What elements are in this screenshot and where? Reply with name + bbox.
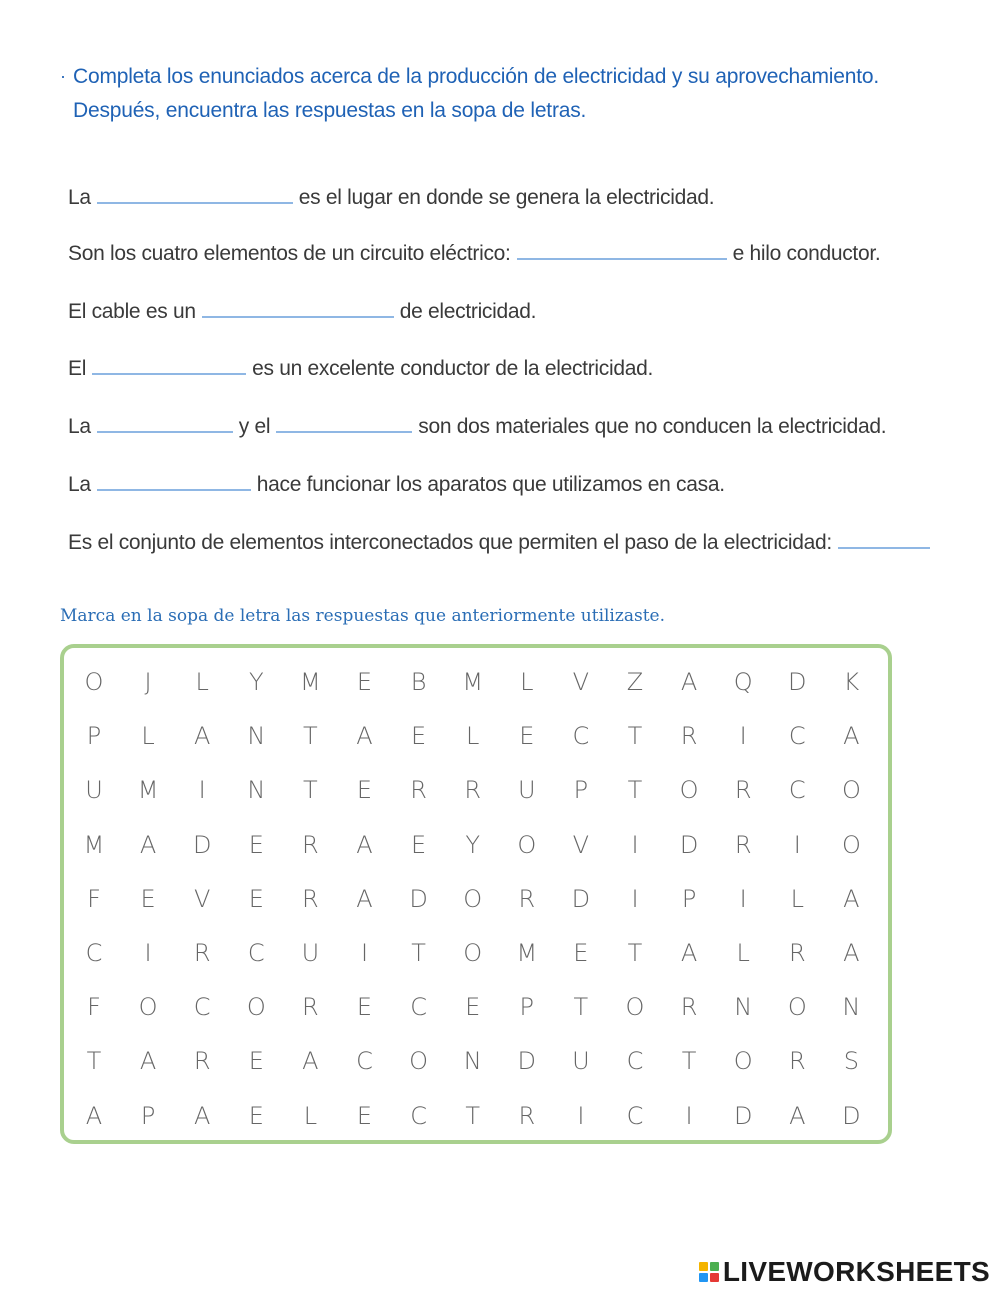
grid-letter[interactable]: R [302, 830, 319, 859]
grid-letter[interactable]: A [356, 830, 373, 859]
grid-letter[interactable]: O [841, 776, 861, 805]
grid-letter[interactable]: B [410, 668, 427, 696]
grid-letter[interactable]: E [356, 1101, 373, 1130]
grid-letter[interactable]: N [463, 1047, 482, 1076]
sentence-5 [68, 409, 886, 443]
grid-letter[interactable]: T [86, 1047, 102, 1076]
grid-letter[interactable]: C [85, 939, 103, 967]
logo-square [699, 1262, 708, 1271]
grid-letter[interactable]: E [411, 830, 427, 859]
grid-letter[interactable]: T [627, 776, 643, 805]
grid-letter[interactable]: R [680, 722, 698, 751]
grid-letter[interactable]: P [519, 993, 535, 1022]
logo-text: LIVEWORKSHEETS [722, 1256, 990, 1287]
grid-letter[interactable]: L [736, 939, 750, 967]
grid-letter[interactable]: I [793, 830, 801, 859]
grid-letter[interactable]: R [410, 776, 427, 805]
grid-letter[interactable]: A [85, 1101, 103, 1130]
grid-letter[interactable]: V [572, 830, 590, 859]
grid-letter[interactable]: C [193, 993, 211, 1022]
grid-letter[interactable]: O [463, 884, 483, 913]
grid-letter[interactable]: D [409, 884, 428, 913]
grid-letter[interactable]: R [464, 776, 482, 805]
grid-letter[interactable]: F [87, 993, 101, 1022]
sentence-6 [68, 467, 725, 501]
grid-letter[interactable]: V [572, 668, 590, 696]
sentence-5-end: son dos materiales que no conducen la electricidad. [418, 415, 887, 438]
grid-letter[interactable]: I [739, 884, 747, 913]
grid-letter[interactable]: I [577, 1101, 585, 1130]
grid-letter[interactable]: D [517, 1047, 537, 1076]
grid-letter[interactable]: C [356, 1047, 373, 1076]
grid-letter[interactable]: O [733, 1047, 753, 1076]
grid-letter[interactable]: E [356, 668, 373, 696]
logo-squares-icon [699, 1262, 719, 1282]
grid-letter[interactable]: D [788, 668, 807, 696]
grid-letter[interactable]: T [573, 993, 589, 1022]
grid-letter[interactable]: O [463, 939, 483, 967]
sentence-5-blank-2[interactable] [276, 409, 412, 433]
grid-letter[interactable]: R [518, 884, 536, 913]
grid-letter[interactable]: Q [733, 668, 753, 696]
grid-letter[interactable]: L [303, 1101, 318, 1130]
sentence-7 [68, 525, 936, 559]
grid-letter[interactable]: A [356, 722, 373, 751]
grid-letter[interactable]: T [627, 722, 643, 751]
grid-letter[interactable]: M [83, 830, 105, 859]
sentence-3 [68, 294, 536, 328]
grid-letter[interactable]: O [84, 668, 104, 696]
grid-letter[interactable]: P [681, 884, 697, 913]
grid-letter[interactable]: I [144, 939, 152, 967]
grid-letter[interactable]: R [788, 939, 806, 967]
instruction-bullet: · [60, 66, 66, 86]
sentence-1-start: La [68, 186, 91, 209]
grid-letter[interactable]: I [685, 1101, 693, 1130]
grid-letter[interactable]: A [789, 1101, 806, 1130]
grid-letter[interactable]: P [140, 1101, 156, 1130]
grid-letter[interactable]: A [843, 939, 860, 967]
instruction-line-2: Después, encuentra las respuestas en la sopa de letras. [73, 99, 587, 122]
instructions [73, 60, 973, 128]
grid-letter[interactable]: T [303, 776, 318, 805]
grid-letter[interactable]: M [300, 668, 321, 696]
grid-letter[interactable]: A [302, 1047, 319, 1076]
sentence-6-end: hace funcionar los aparatos que utilizamos en casa. [256, 473, 725, 496]
instruction-line-1: Completa los enunciados acerca de la producción de electricidad y su aprovechamiento. [73, 65, 879, 88]
grid-letter[interactable]: A [843, 722, 860, 751]
grid-letter[interactable]: I [631, 884, 639, 913]
sentence-4-blank[interactable] [92, 351, 246, 375]
grid-letter[interactable]: Z [626, 668, 644, 696]
grid-letter[interactable]: C [626, 1047, 644, 1076]
grid-letter[interactable]: U [518, 776, 536, 805]
sentence-2 [68, 236, 880, 270]
grid-letter[interactable]: R [193, 939, 211, 967]
grid-letter[interactable]: K [843, 668, 860, 696]
sentence-5-start: La [68, 415, 91, 438]
grid-letter[interactable]: R [734, 776, 752, 805]
grid-letter[interactable]: A [139, 830, 157, 859]
grid-letter[interactable]: O [679, 776, 699, 805]
sentence-3-blank[interactable] [202, 294, 394, 318]
grid-letter[interactable]: D [733, 1101, 753, 1130]
grid-letter[interactable]: S [843, 1047, 859, 1076]
sentence-2-end: e hilo conductor. [732, 242, 881, 265]
grid-letter[interactable]: N [734, 993, 753, 1022]
grid-letter[interactable]: O [138, 993, 158, 1022]
grid-letter[interactable]: C [572, 722, 590, 751]
sentence-4 [68, 351, 653, 385]
sentence-6-blank[interactable] [97, 467, 251, 491]
grid-letter[interactable]: R [734, 830, 752, 859]
grid-letter[interactable]: C [788, 776, 806, 805]
grid-letter[interactable]: T [465, 1101, 481, 1130]
word-search-instruction: Marca en la sopa de letra las respuestas que anteriormente utilizaste. [60, 606, 665, 626]
grid-letter[interactable]: D [571, 884, 591, 913]
grid-letter[interactable]: E [465, 993, 481, 1022]
logo-square [710, 1262, 719, 1271]
grid-letter[interactable]: A [680, 939, 698, 967]
grid-letter[interactable]: E [248, 884, 264, 913]
grid-letter[interactable]: Y [248, 668, 264, 696]
grid-letter[interactable]: N [247, 722, 266, 751]
grid-letter[interactable]: O [787, 993, 807, 1022]
grid-letter[interactable]: L [520, 668, 534, 696]
grid-letter[interactable]: L [195, 668, 209, 696]
grid-letter[interactable]: C [410, 1101, 427, 1130]
grid-letter[interactable]: V [193, 884, 211, 913]
grid-letter[interactable]: R [302, 993, 319, 1022]
grid-letter[interactable]: I [631, 830, 639, 859]
grid-letter[interactable]: L [466, 722, 480, 751]
grid-letter[interactable]: P [573, 776, 589, 805]
grid-letter[interactable]: E [140, 884, 156, 913]
grid-letter[interactable]: R [680, 993, 698, 1022]
grid-letter[interactable]: E [411, 722, 427, 751]
grid-letter[interactable]: E [356, 993, 373, 1022]
grid-letter[interactable]: D [679, 830, 699, 859]
grid-letter[interactable]: U [85, 776, 103, 805]
grid-letter[interactable]: L [141, 722, 155, 751]
grid-letter[interactable]: C [788, 722, 806, 751]
sentence-7-blank[interactable] [838, 525, 930, 549]
grid-letter[interactable]: M [516, 939, 538, 967]
grid-letter[interactable]: A [356, 884, 373, 913]
grid-letter[interactable]: P [86, 722, 102, 751]
sentence-3-end: de electricidad. [399, 300, 537, 323]
sentence-4-end: es un excelente conductor de la electricidad. [252, 357, 654, 380]
grid-letter[interactable]: E [248, 1101, 264, 1130]
grid-letter[interactable]: A [193, 722, 211, 751]
grid-letter[interactable]: C [247, 939, 265, 967]
grid-letter[interactable]: E [573, 939, 589, 967]
grid-letter[interactable]: T [627, 939, 643, 967]
grid-letter[interactable]: E [248, 830, 264, 859]
grid-letter[interactable]: O [409, 1047, 429, 1076]
logo-square [699, 1273, 708, 1282]
grid-letter[interactable]: I [360, 939, 369, 967]
grid-letter[interactable]: O [246, 993, 266, 1022]
grid-letter[interactable]: C [626, 1101, 644, 1130]
grid-letter[interactable]: O [841, 830, 861, 859]
sentence-5-middle: y el [238, 415, 271, 438]
sentence-2-start: Son los cuatro elementos de un circuito eléctrico: [68, 242, 511, 265]
grid-letter[interactable]: T [303, 722, 318, 751]
sentence-3-start: El cable es un [68, 300, 196, 323]
grid-letter[interactable]: F [87, 884, 101, 913]
sentence-1-end: es el lugar en donde se genera la electricidad. [298, 186, 715, 209]
grid-letter[interactable]: N [247, 776, 266, 805]
grid-letter[interactable]: E [519, 722, 535, 751]
sentence-6-start: La [68, 473, 91, 496]
grid-letter[interactable]: O [625, 993, 645, 1022]
grid-letter[interactable]: A [193, 1101, 211, 1130]
sentence-4-start: El [68, 357, 87, 380]
grid-letter[interactable]: J [144, 668, 152, 696]
sentence-7-text: Es el conjunto de elementos interconectados que permiten el paso de la electricidad: [68, 531, 832, 554]
grid-letter[interactable]: T [681, 1047, 697, 1076]
grid-letter[interactable]: A [680, 668, 698, 696]
grid-letter[interactable]: A [139, 1047, 157, 1076]
grid-letter[interactable]: R [788, 1047, 806, 1076]
sentence-2-blank[interactable] [517, 236, 727, 260]
sentence-1 [68, 180, 714, 214]
grid-letter[interactable]: M [462, 668, 484, 696]
grid-letter[interactable]: Y [465, 830, 481, 859]
grid-letter[interactable]: T [411, 939, 426, 967]
grid-letter[interactable]: R [193, 1047, 211, 1076]
grid-letter[interactable]: D [192, 830, 212, 859]
grid-letter[interactable]: C [410, 993, 427, 1022]
grid-letter[interactable]: M [137, 776, 159, 805]
grid-letter[interactable]: A [843, 884, 860, 913]
grid-letter[interactable]: U [301, 939, 320, 967]
grid-letter[interactable]: D [842, 1101, 861, 1130]
grid-letter[interactable]: O [517, 830, 537, 859]
word-search-grid [60, 644, 892, 1144]
grid-letter[interactable]: U [572, 1047, 590, 1076]
grid-letter[interactable]: N [842, 993, 861, 1022]
sentence-5-blank-1[interactable] [97, 409, 233, 433]
grid-letter[interactable]: L [790, 884, 804, 913]
grid-letter[interactable]: R [302, 884, 319, 913]
grid-letter[interactable]: R [518, 1101, 536, 1130]
grid-letter[interactable]: E [248, 1047, 264, 1076]
liveworksheets-logo [699, 1252, 990, 1292]
sentence-1-blank[interactable] [97, 180, 293, 204]
grid-letter[interactable]: I [739, 722, 747, 751]
grid-letter[interactable]: I [198, 776, 206, 805]
logo-square [710, 1273, 719, 1282]
grid-letter[interactable]: E [356, 776, 373, 805]
